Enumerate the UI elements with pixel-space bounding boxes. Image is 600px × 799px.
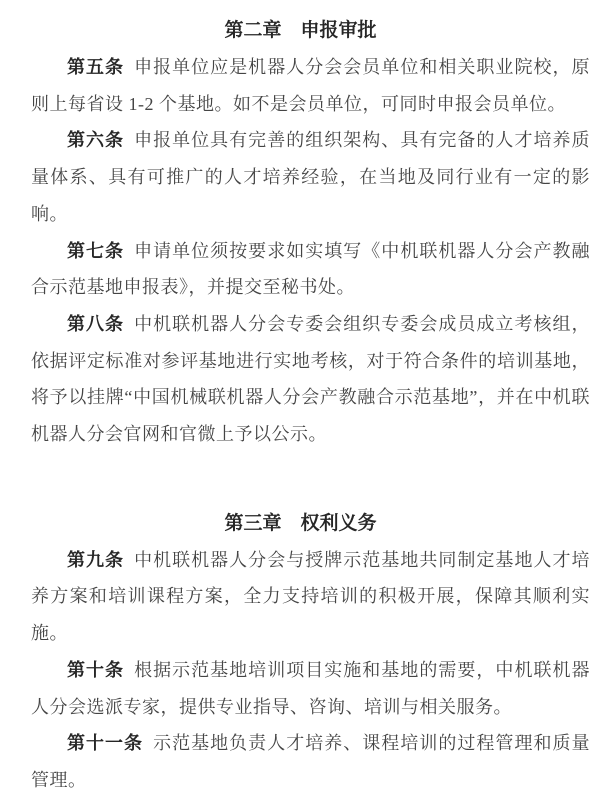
article-9-number: 第九条 xyxy=(67,549,125,570)
article-7 xyxy=(31,233,590,306)
article-11-number: 第十一条 xyxy=(67,733,144,754)
article-10 xyxy=(31,652,590,725)
article-6-number: 第六条 xyxy=(67,130,125,151)
article-11-text: 示范基地负责人才培养、课程培训的过程管理和质量管理。 xyxy=(31,733,590,790)
article-10-text: 根据示范基地培训项目实施和基地的需要，中机联机器人分会选派专家，提供专业指导、咨询、培训与相关服务。 xyxy=(31,659,591,717)
article-7-number: 第七条 xyxy=(67,240,125,261)
article-6-text: 申报单位具有完善的组织架构、具有完备的人才培养质量体系、具有可推广的人才培养经验，在当地及同行业有一定的影响。 xyxy=(31,130,591,224)
article-7-text: 申请单位须按要求如实填写《中机联机器人分会产教融合示范基地申报表》，并提交至秘书处。 xyxy=(31,240,591,298)
article-8 xyxy=(31,306,590,453)
chapter-2-heading: 第二章 申报审批 xyxy=(224,20,377,41)
article-6 xyxy=(31,122,590,232)
article-9-text: 中机联机器人分会与授牌示范基地共同制定基地人才培养方案和培训课程方案，全力支持培训的积极开展，保障其顺利实施。 xyxy=(31,549,591,644)
article-8-number: 第八条 xyxy=(67,313,125,334)
article-5-number: 第五条 xyxy=(67,57,125,77)
article-5-text: 申报单位应是机器人分会会员单位和相关职业院校，原则上每省设 1-2 个基地。如不是会员单位，可同时申报会员单位。 xyxy=(31,57,591,114)
article-8-text: 中机联机器人分会专委会组织专委会成员成立考核组，依据评定标准对参评基地进行实地考核，对于符合条件的培训基地，将予以挂牌“中国机械联机器人分会产教融合示范基地”，并在中机联机器人分会官网和官微上予以公示。 xyxy=(31,313,591,445)
article-10-number: 第十条 xyxy=(67,659,125,680)
article-5 xyxy=(31,49,590,122)
article-11 xyxy=(31,725,590,798)
article-9 xyxy=(31,542,590,652)
chapter-3-heading: 第三章 权利义务 xyxy=(224,512,377,534)
